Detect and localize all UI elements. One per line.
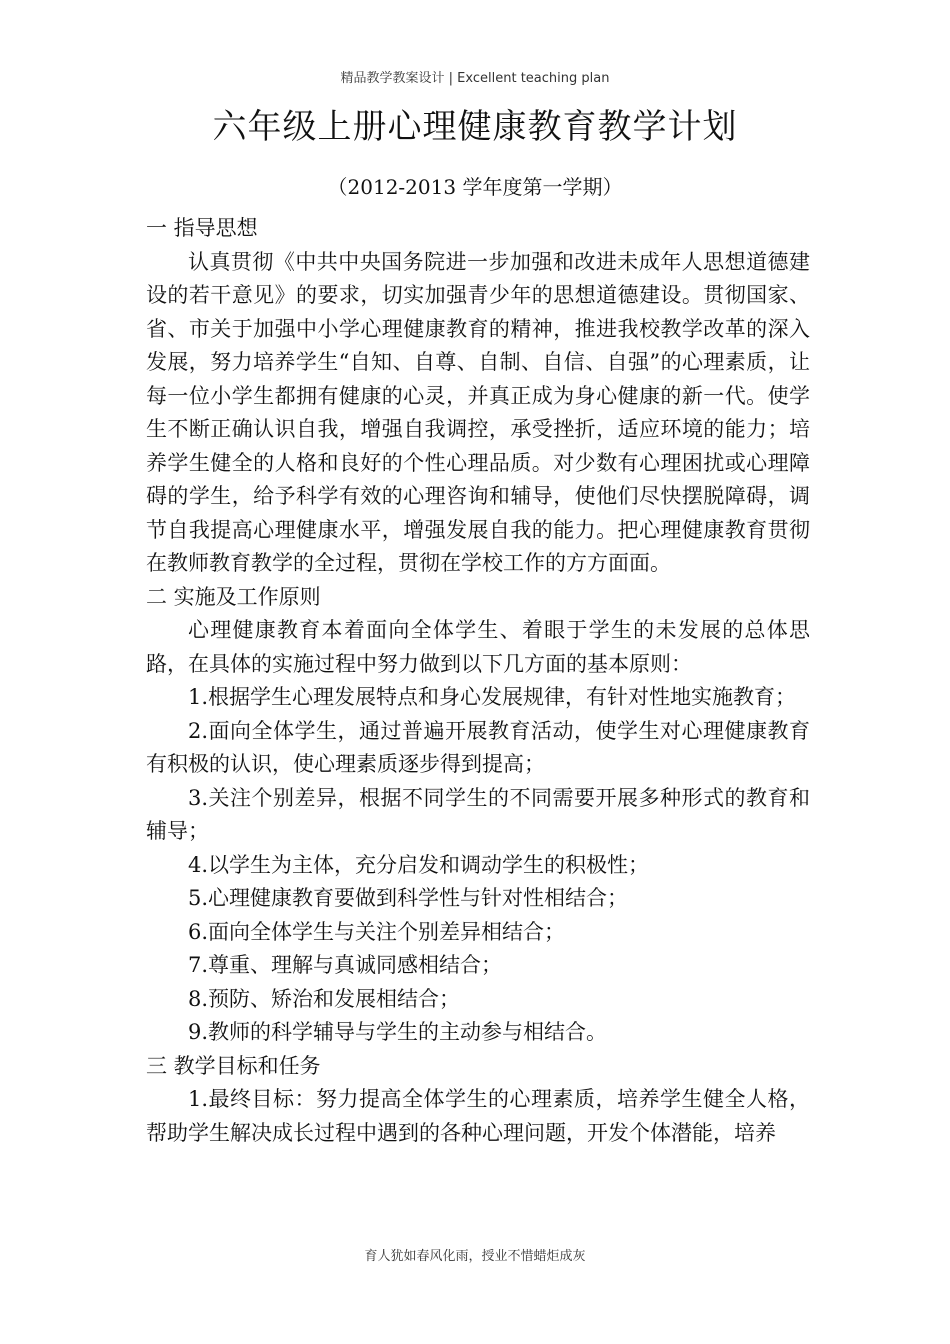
section-heading-guiding-ideology: 一 指导思想 — [146, 216, 258, 240]
list-item: 1.根据学生心理发展特点和身心发展规律，有针对性地实施教育； — [188, 685, 797, 709]
document-title: 六年级上册心理健康教育教学计划 — [212, 107, 738, 147]
list-item: 2.面向全体学生，通过普遍开展教育活动，使学生对心理健康教育有积极的认识，使心理素质逐步得到提高； — [146, 718, 810, 776]
section-heading-goals: 三 教学目标和任务 — [146, 1053, 321, 1078]
page-header: 精品教学教案设计 | Excellent teaching plan — [340, 71, 610, 86]
document-body — [146, 212, 810, 1150]
page-footer: 育人犹如春风化雨，授业不惜蜡炬成灰 — [364, 1249, 586, 1264]
paragraph: 心理健康教育本着面向全体学生、着眼于学生的未发展的总体思路，在具体的实施过程中努力做到以下几方面的基本原则： — [146, 618, 810, 676]
document-subtitle: （2012-2013 学年度第一学期） — [327, 175, 623, 199]
list-item: 9.教师的科学辅导与学生的主动参与相结合。 — [188, 1020, 608, 1044]
section-heading-principles: 二 实施及工作原则 — [146, 584, 321, 609]
paragraph: 认真贯彻《中共中央国务院进一步加强和改进未成年人思想道德建设的若干意见》的要求，切实加强青少年的思想道德建设。贯彻国家、省、市关于加强中小学心理健康教育的精神，推进我校教学改革的深入发展，努力培养学生“自知、自尊、自制、自信、自强”的心理素质，让每一位小学生都拥有健康的心灵，并真正成为身心健康的新一代。使学生不断正确认识自我，增强自我调控，承受挫折，适应环境的能力；培养学生健全的人格和良好的个性心理品质。对少数有心理困扰或心理障碍的学生，给予科学有效的心理咨询和辅导，使他们尽快摆脱障碍，调节自我提高心理健康水平，增强发展自我的能力。把心理健康教育贯彻在教师教育教学的全过程，贯彻在学校工作的方方面面。 — [146, 249, 810, 575]
list-item: 4.以学生为主体，充分启发和调动学生的积极性； — [188, 852, 650, 877]
list-item: 7.尊重、理解与真诚同感相结合； — [188, 953, 503, 977]
list-item: 1.最终目标：努力提高全体学生的心理素质，培养学生健全人格，帮助学生解决成长过程中遇到的各种心理问题，开发个体潜能，培养 — [146, 1087, 810, 1145]
list-item: 5.心理健康教育要做到科学性与针对性相结合； — [188, 886, 629, 910]
list-item: 8.预防、矫治和发展相结合； — [188, 986, 461, 1011]
list-item: 6.面向全体学生与关注个别差异相结合； — [188, 919, 566, 944]
list-item: 3.关注个别差异，根据不同学生的不同需要开展多种形式的教育和辅导； — [146, 785, 810, 843]
